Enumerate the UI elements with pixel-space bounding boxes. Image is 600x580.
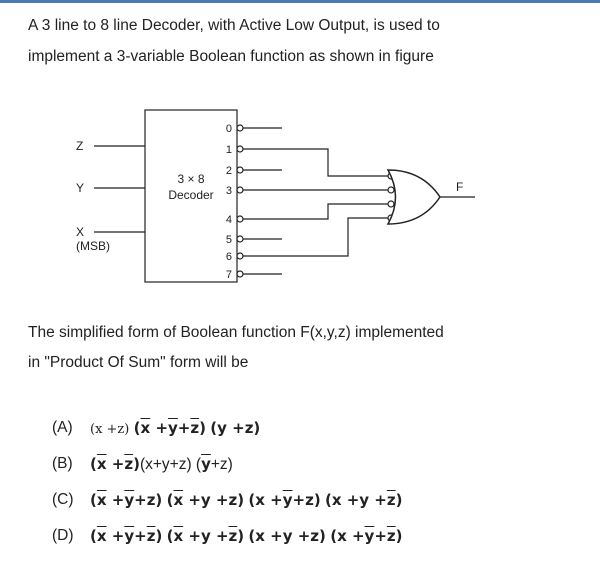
output-label-3: 3 (225, 185, 232, 197)
input-z-label: Z (76, 139, 84, 153)
input-y-label: Y (76, 181, 85, 195)
option-b-expression: $(\overline{x} +\overline{z})(x+y+z)$ $(\overline{y}+z)$ (90, 454, 233, 473)
intro-line-1: A 3 line to 8 line Decoder, with Active Low Output, is used to (28, 17, 440, 34)
input-x-note: (MSB) (76, 239, 110, 253)
decoder-label: Decoder (168, 188, 214, 202)
option-a-expression: (x +z) $(\overline{x} +\overline{y}+\overline{z})$ (y +z) (90, 418, 261, 437)
option-a[interactable] (52, 410, 572, 446)
intro-line-2: implement a 3-variable Boolean function as shown in figure (28, 48, 434, 65)
top-border (0, 0, 600, 3)
decoder-circuit-diagram (60, 108, 500, 288)
output-label-4: 4 (225, 214, 232, 226)
question-text (28, 318, 588, 378)
output-label-2: 2 (225, 165, 232, 177)
option-d[interactable] (52, 518, 572, 554)
option-a-label: (A) (52, 419, 73, 436)
active-low-bubbles (237, 125, 243, 277)
decoder-title: 3 × 8 (177, 172, 205, 186)
option-c-expression: $(\overline{x} +\overline{y}+z)$ $(\overline{x} +y +z)$ $(x +\overline{y}+z)$ $(x +y +\overline{z})$ (90, 490, 403, 509)
question-line-2: in "Product Of Sum" form will be (28, 354, 249, 371)
gate-output-label: F (456, 180, 464, 194)
output-label-7: 7 (225, 269, 232, 281)
question-line-1: The simplified form of Boolean function F(x,y,z) implemented (28, 324, 444, 341)
unused-output-wires (243, 128, 282, 274)
output-label-1: 1 (225, 144, 232, 156)
input-x-label: X (76, 225, 85, 239)
option-d-expression: $(\overline{x} +\overline{y}+\overline{z})$ $(\overline{x} +y +\overline{z})$ (x +y +z) $(x +\overline{y}+\overline{z})$ (90, 526, 403, 545)
answer-options (52, 410, 572, 554)
intro-text (28, 10, 588, 72)
output-label-0: 0 (225, 123, 232, 135)
output-label-5: 5 (225, 234, 232, 246)
option-b-label: (B) (52, 455, 73, 472)
option-c[interactable] (52, 482, 572, 518)
gate-input-wires (243, 149, 388, 256)
option-b[interactable] (52, 446, 572, 482)
option-d-label: (D) (52, 527, 74, 544)
output-label-6: 6 (225, 251, 232, 263)
option-c-label: (C) (52, 491, 74, 508)
or-gate (388, 170, 440, 224)
